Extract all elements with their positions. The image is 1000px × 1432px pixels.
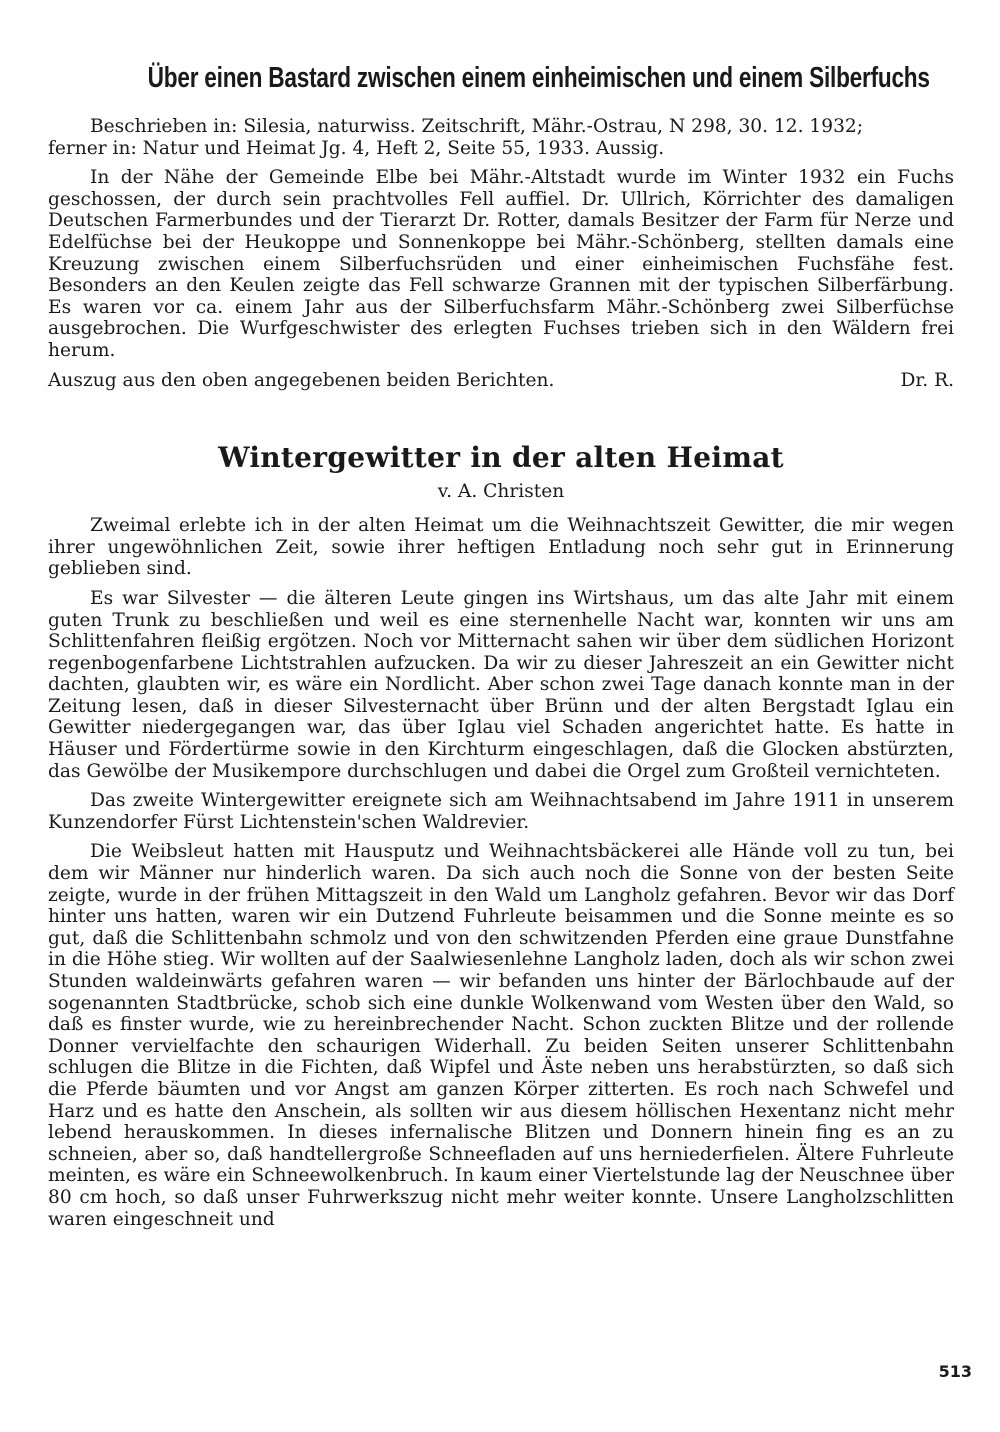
article-2-title: Wintergewitter in der alten Heimat (218, 441, 784, 475)
article-1-source-line-2: ferner in: Natur und Heimat Jg. 4, Heft 2, Seite 55, 1933. Aussig. (48, 137, 665, 159)
article-1-body: In der Nähe der Gemeinde Elbe bei Mähr.-Altstadt wurde im Winter 1932 ein Fuchs geschossen, der durch sein prachtvolles Fell auffiel. Dr. Ullrich, Körrichter des damaligen Deutschen Farmerbundes und der Tierarzt Dr. Rotter, damals Besitzer der Farm für Nerze und Edelfüchse bei der Heukoppe und Sonnenkoppe bei Mähr.-Schönberg, stellten damals eine Kreuzung zwischen einem Silberfuchsrüden und einer einheimischen Fuchsfähe fest. Besonders an den Keulen zeigte das Fell schwarze Grannen mit der typischen Silberfärbung. Es waren vor ca. einem Jahr aus der Silberfuchsfarm Mähr.-Schönberg zwei Silberfüchse ausgebrochen. Die Wurfgeschwister des erlegten Fuchses trieben sich in den Wäldern frei herum. (48, 167, 954, 361)
article-1-source (48, 116, 954, 159)
article-1-summary-line (48, 370, 954, 392)
article-1-signature: Dr. R. (900, 369, 954, 391)
article-2-paragraph: Die Weibsleut hatten mit Hausputz und Weihnachtsbäckerei alle Hände voll zu tun, bei dem wir Männer nur hinderlich waren. Da sich auch noch die Sonne von der besten Seite zeigte, wurde in der frühen Mittagszeit in den Wald um Langholz gefahren. Bevor wir das Dorf hinter uns hatten, waren wir ein Dutzend Fuhrleute beisammen und die Sonne meinte es so gut, daß die Schlittenbahn schmolz und von den schwitzenden Pferden eine graue Dunstfahne in die Höhe stieg. Wir wollten auf der Saalwiesenlehne Langholz laden, doch als wir schon zwei Stunden waldeinwärts gefahren waren — wir befanden uns hinter der Bärlochbaude auf der sogenannten Stadtbrücke, schob sich eine dunkle Wolkenwand vom Westen über den Wald, so daß es finster wurde, wie zu hereinbrechender Nacht. Schon zuckten Blitze und der rollende Donner vervielfachte den schaurigen Widerhall. Zu beiden Seiten unserer Schlittenbahn schlugen die Blitze in die Fichten, daß Wipfel und Äste neben uns herabstürzten, so daß sich die Pferde bäumten und vor Angst am ganzen Körper zitterten. Es roch nach Schwefel und Harz und es hatte den Anschein, als sollten wir aus diesem höllischen Hexentanz nicht mehr lebend herauskommen. In dieses infernalische Blitzen und Donnern hinein fing es an zu schneien, aber so, daß handtellergroße Schneefladen auf uns herniederfielen. Ältere Fuhrleute meinten, es wäre ein Schneewolkenbruch. In kaum einer Viertelstunde lag der Neuschnee über 80 cm hoch, so daß unser Fuhrwerkszug nicht mehr weiter konnte. Unsere Langholzschlitten waren eingeschneit und (48, 841, 954, 1230)
article-2-paragraph: Zweimal erlebte ich in der alten Heimat um die Weihnachtszeit Gewitter, die mir wegen ihrer ungewöhnlichen Zeit, sowie ihrer heftigen Entladung noch sehr gut in Erinnerung geblieben sind. (48, 515, 954, 580)
article-1-source-line-1: Beschrieben in: Silesia, naturwiss. Zeitschrift, Mähr.-Ostrau, N 298, 30. 12. 1932; (90, 116, 864, 137)
document-page (48, 60, 954, 1230)
article-1-title: Über einen Bastard zwischen einem einheimischen und einem Silberfuchs (147, 62, 930, 94)
article-2-byline: v. A. Christen (437, 481, 565, 503)
article-2-paragraph: Es war Silvester — die älteren Leute gingen ins Wirtshaus, um das alte Jahr mit einem guten Trunk zu beschließen und weil es eine sternenhelle Nacht war, konnten wir uns am Schlittenfahren fleißig ergötzen. Noch vor Mitternacht sahen wir über dem südlichen Horizont regenbogenfarbene Lichtstrahlen aufzucken. Da wir zu dieser Jahreszeit an ein Gewitter nicht dachten, glaubten wir, es wäre ein Nordlicht. Aber schon zwei Tage danach konnte man in der Zeitung lesen, daß in dieser Silvesternacht über Brünn und der alten Bergstadt Iglau ein Gewitter niedergegangen war, das über Iglau viel Schaden angerichtet hatte. Es hatte in Häuser und Fördertürme sowie in den Kirchturm eingeschlagen, daß die Glocken abstürzten, das Gewölbe der Musikempore durchschlugen und dabei die Orgel zum Großteil vernichteten. (48, 587, 954, 782)
article-1-summary: Auszug aus den oben angegebenen beiden Berichten. (48, 369, 555, 391)
article-2-paragraph: Das zweite Wintergewitter ereignete sich am Weihnachtsabend im Jahre 1911 in unserem Kunzendorfer Fürst Lichtenstein'schen Waldrevier. (48, 790, 954, 833)
page-number: 513 (938, 1362, 972, 1381)
